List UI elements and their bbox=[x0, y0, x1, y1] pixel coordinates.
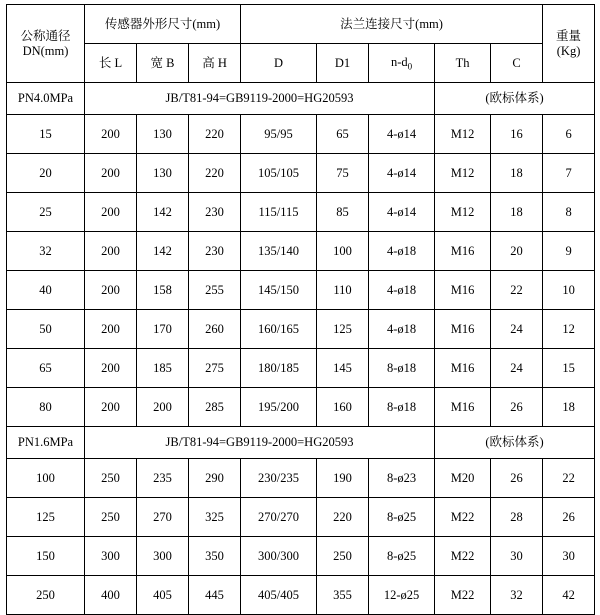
header-weight-line1: 重量 bbox=[556, 29, 582, 44]
cell-c: 26 bbox=[491, 388, 543, 427]
cell-height: 220 bbox=[189, 154, 241, 193]
cell-d: 405/405 bbox=[241, 576, 317, 615]
cell-n-d0: 4-ø18 bbox=[369, 310, 435, 349]
cell-length: 200 bbox=[85, 193, 137, 232]
cell-d: 300/300 bbox=[241, 537, 317, 576]
table-row bbox=[7, 193, 595, 232]
cell-d1: 355 bbox=[317, 576, 369, 615]
cell-th: M12 bbox=[435, 193, 491, 232]
cell-length: 200 bbox=[85, 232, 137, 271]
cell-d1: 125 bbox=[317, 310, 369, 349]
cell-c: 22 bbox=[491, 271, 543, 310]
cell-dn: 250 bbox=[7, 576, 85, 615]
cell-height: 230 bbox=[189, 232, 241, 271]
cell-height: 290 bbox=[189, 459, 241, 498]
cell-width: 300 bbox=[137, 537, 189, 576]
cell-dn: 20 bbox=[7, 154, 85, 193]
cell-dn: 150 bbox=[7, 537, 85, 576]
cell-th: M12 bbox=[435, 115, 491, 154]
cell-length: 200 bbox=[85, 115, 137, 154]
table-row bbox=[7, 232, 595, 271]
cell-th: M16 bbox=[435, 232, 491, 271]
header-col-th: Th bbox=[435, 44, 491, 83]
section-pressure-rating: PN1.6MPa bbox=[7, 427, 85, 459]
cell-th: M20 bbox=[435, 459, 491, 498]
section-band-row bbox=[7, 427, 595, 459]
header-nominal-diameter-line1: 公称通径 bbox=[20, 29, 71, 44]
cell-height: 275 bbox=[189, 349, 241, 388]
cell-n-d0: 8-ø25 bbox=[369, 537, 435, 576]
cell-th: M16 bbox=[435, 349, 491, 388]
header-col-d: D bbox=[241, 44, 317, 83]
cell-d1: 190 bbox=[317, 459, 369, 498]
table-row bbox=[7, 537, 595, 576]
cell-d: 270/270 bbox=[241, 498, 317, 537]
table-row bbox=[7, 498, 595, 537]
cell-d: 195/200 bbox=[241, 388, 317, 427]
cell-th: M16 bbox=[435, 271, 491, 310]
header-group-row bbox=[7, 5, 595, 44]
cell-th: M22 bbox=[435, 498, 491, 537]
specification-table bbox=[6, 4, 595, 615]
cell-weight: 12 bbox=[543, 310, 595, 349]
section-note: (欧标体系) bbox=[435, 83, 595, 115]
section-standard: JB/T81-94=GB9119-2000=HG20593 bbox=[85, 427, 435, 459]
header-col-length: 长 L bbox=[85, 44, 137, 83]
cell-c: 26 bbox=[491, 459, 543, 498]
cell-length: 200 bbox=[85, 271, 137, 310]
cell-weight: 22 bbox=[543, 459, 595, 498]
cell-c: 16 bbox=[491, 115, 543, 154]
cell-length: 200 bbox=[85, 310, 137, 349]
cell-height: 220 bbox=[189, 115, 241, 154]
cell-width: 142 bbox=[137, 232, 189, 271]
cell-length: 300 bbox=[85, 537, 137, 576]
cell-d1: 160 bbox=[317, 388, 369, 427]
header-col-c: C bbox=[491, 44, 543, 83]
cell-n-d0: 4-ø18 bbox=[369, 232, 435, 271]
cell-dn: 25 bbox=[7, 193, 85, 232]
cell-c: 28 bbox=[491, 498, 543, 537]
cell-d1: 220 bbox=[317, 498, 369, 537]
header-col-height: 高 H bbox=[189, 44, 241, 83]
cell-n-d0: 8-ø18 bbox=[369, 349, 435, 388]
cell-weight: 26 bbox=[543, 498, 595, 537]
cell-height: 255 bbox=[189, 271, 241, 310]
section-standard: JB/T81-94=GB9119-2000=HG20593 bbox=[85, 83, 435, 115]
cell-weight: 9 bbox=[543, 232, 595, 271]
table-body bbox=[7, 83, 595, 615]
cell-length: 200 bbox=[85, 349, 137, 388]
cell-length: 250 bbox=[85, 498, 137, 537]
header-subcolumn-row bbox=[7, 44, 595, 83]
cell-c: 32 bbox=[491, 576, 543, 615]
cell-c: 24 bbox=[491, 349, 543, 388]
header-col-n-d0-sub: 0 bbox=[407, 61, 413, 72]
cell-dn: 65 bbox=[7, 349, 85, 388]
cell-width: 185 bbox=[137, 349, 189, 388]
table-row bbox=[7, 310, 595, 349]
cell-th: M12 bbox=[435, 154, 491, 193]
cell-dn: 40 bbox=[7, 271, 85, 310]
cell-th: M22 bbox=[435, 537, 491, 576]
cell-width: 170 bbox=[137, 310, 189, 349]
header-weight-line2: (Kg) bbox=[556, 43, 581, 58]
cell-d: 135/140 bbox=[241, 232, 317, 271]
section-note: (欧标体系) bbox=[435, 427, 595, 459]
cell-d1: 85 bbox=[317, 193, 369, 232]
cell-height: 325 bbox=[189, 498, 241, 537]
cell-weight: 15 bbox=[543, 349, 595, 388]
cell-d1: 75 bbox=[317, 154, 369, 193]
header-col-width: 宽 B bbox=[137, 44, 189, 83]
section-pressure-rating: PN4.0MPa bbox=[7, 83, 85, 115]
cell-d: 95/95 bbox=[241, 115, 317, 154]
cell-d1: 145 bbox=[317, 349, 369, 388]
cell-weight: 6 bbox=[543, 115, 595, 154]
cell-d1: 100 bbox=[317, 232, 369, 271]
cell-dn: 80 bbox=[7, 388, 85, 427]
cell-th: M16 bbox=[435, 388, 491, 427]
cell-length: 250 bbox=[85, 459, 137, 498]
cell-d: 160/165 bbox=[241, 310, 317, 349]
header-col-d1: D1 bbox=[317, 44, 369, 83]
cell-width: 405 bbox=[137, 576, 189, 615]
cell-th: M16 bbox=[435, 310, 491, 349]
cell-c: 20 bbox=[491, 232, 543, 271]
table-header bbox=[7, 5, 595, 83]
table-row bbox=[7, 271, 595, 310]
cell-dn: 100 bbox=[7, 459, 85, 498]
cell-width: 270 bbox=[137, 498, 189, 537]
table-row bbox=[7, 576, 595, 615]
cell-height: 350 bbox=[189, 537, 241, 576]
cell-weight: 30 bbox=[543, 537, 595, 576]
cell-n-d0: 4-ø18 bbox=[369, 271, 435, 310]
table-row bbox=[7, 115, 595, 154]
cell-width: 200 bbox=[137, 388, 189, 427]
cell-d: 230/235 bbox=[241, 459, 317, 498]
cell-height: 260 bbox=[189, 310, 241, 349]
header-nominal-diameter-line2: DN(mm) bbox=[22, 43, 69, 58]
header-col-n-d0-main: n-d bbox=[390, 54, 408, 69]
cell-width: 142 bbox=[137, 193, 189, 232]
cell-width: 130 bbox=[137, 154, 189, 193]
cell-width: 158 bbox=[137, 271, 189, 310]
cell-n-d0: 8-ø23 bbox=[369, 459, 435, 498]
cell-weight: 10 bbox=[543, 271, 595, 310]
cell-d1: 110 bbox=[317, 271, 369, 310]
header-sensor-dimensions: 传感器外形尺寸(mm) bbox=[85, 5, 241, 44]
section-band-row bbox=[7, 83, 595, 115]
header-col-n-d0 bbox=[369, 44, 435, 83]
cell-width: 235 bbox=[137, 459, 189, 498]
cell-height: 445 bbox=[189, 576, 241, 615]
cell-d: 180/185 bbox=[241, 349, 317, 388]
header-nominal-diameter bbox=[7, 5, 85, 83]
table-row bbox=[7, 154, 595, 193]
cell-height: 285 bbox=[189, 388, 241, 427]
cell-d: 115/115 bbox=[241, 193, 317, 232]
cell-dn: 32 bbox=[7, 232, 85, 271]
cell-dn: 50 bbox=[7, 310, 85, 349]
cell-c: 18 bbox=[491, 154, 543, 193]
table-row bbox=[7, 388, 595, 427]
cell-n-d0: 4-ø14 bbox=[369, 115, 435, 154]
cell-th: M22 bbox=[435, 576, 491, 615]
cell-length: 200 bbox=[85, 388, 137, 427]
cell-dn: 15 bbox=[7, 115, 85, 154]
cell-d: 145/150 bbox=[241, 271, 317, 310]
table-row bbox=[7, 459, 595, 498]
cell-weight: 42 bbox=[543, 576, 595, 615]
cell-n-d0: 12-ø25 bbox=[369, 576, 435, 615]
cell-n-d0: 4-ø14 bbox=[369, 154, 435, 193]
cell-length: 400 bbox=[85, 576, 137, 615]
cell-c: 18 bbox=[491, 193, 543, 232]
cell-dn: 125 bbox=[7, 498, 85, 537]
cell-n-d0: 8-ø25 bbox=[369, 498, 435, 537]
table-row bbox=[7, 349, 595, 388]
cell-n-d0: 8-ø18 bbox=[369, 388, 435, 427]
header-flange-dimensions: 法兰连接尺寸(mm) bbox=[241, 5, 543, 44]
cell-weight: 18 bbox=[543, 388, 595, 427]
cell-c: 24 bbox=[491, 310, 543, 349]
cell-d1: 250 bbox=[317, 537, 369, 576]
cell-n-d0: 4-ø14 bbox=[369, 193, 435, 232]
header-weight bbox=[543, 5, 595, 83]
cell-length: 200 bbox=[85, 154, 137, 193]
cell-d: 105/105 bbox=[241, 154, 317, 193]
cell-width: 130 bbox=[137, 115, 189, 154]
cell-weight: 7 bbox=[543, 154, 595, 193]
cell-c: 30 bbox=[491, 537, 543, 576]
cell-d1: 65 bbox=[317, 115, 369, 154]
cell-weight: 8 bbox=[543, 193, 595, 232]
cell-height: 230 bbox=[189, 193, 241, 232]
